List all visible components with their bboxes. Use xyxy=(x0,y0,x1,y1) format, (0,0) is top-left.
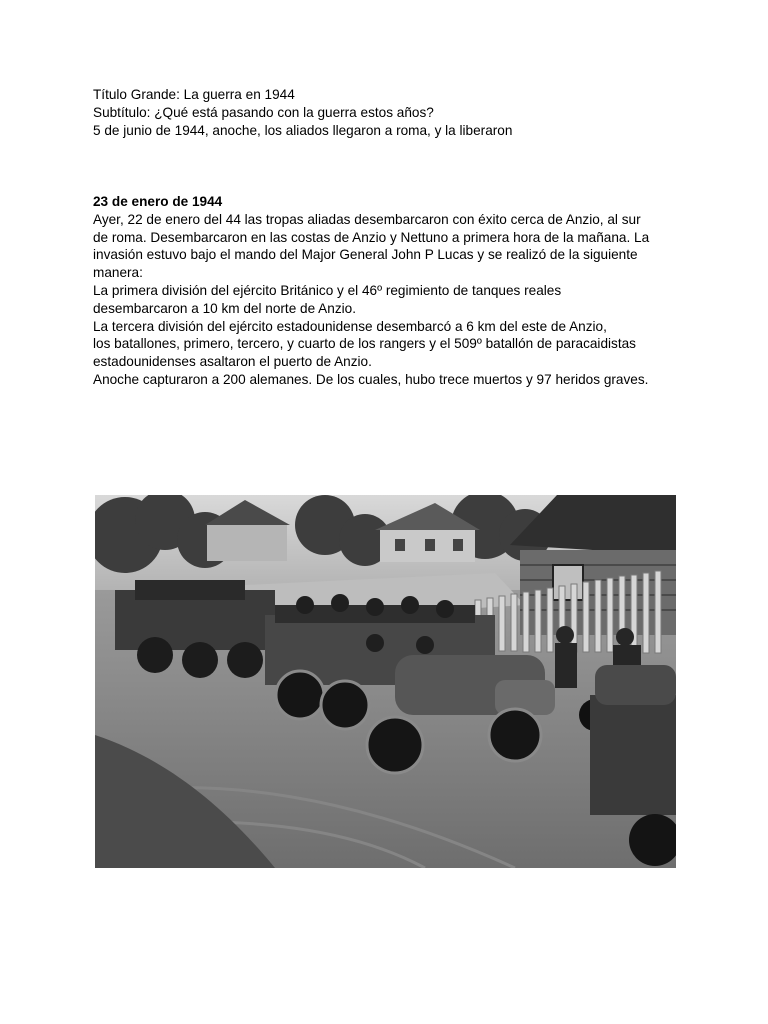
entry-line: Anoche capturaron a 200 alemanes. De los cuales, hubo trece muertos y 97 heridos graves. xyxy=(93,371,649,387)
document-header xyxy=(93,86,693,139)
subtitle-line: Subtítulo: ¿Qué está pasando con la guerra estos años? xyxy=(93,104,434,120)
entry-line: Ayer, 22 de enero del 44 las tropas aliadas desembarcaron con éxito cerca de Anzio, al sur xyxy=(93,211,641,227)
entry-line: los batallones, primero, tercero, y cuarto de los rangers y el 509º batallón de paracaidistas xyxy=(93,336,636,352)
entry-line: estadounidenses asaltaron el puerto de Anzio. xyxy=(93,354,372,370)
entry-date-heading: 23 de enero de 1944 xyxy=(93,194,223,209)
diary-entry xyxy=(93,193,693,389)
news-line: 5 de junio de 1944, anoche, los aliados llegaron a roma, y la liberaron xyxy=(93,122,513,138)
war-photo-illustration xyxy=(95,495,676,868)
entry-line: manera: xyxy=(93,265,143,281)
entry-line: La tercera división del ejército estadounidense desembarcó a 6 km del este de Anzio, xyxy=(93,318,607,334)
entry-line: de roma. Desembarcaron en las costas de Anzio y Nettuno a primera hora de la mañana. La xyxy=(93,229,650,245)
entry-line: invasión estuvo bajo el mando del Major General John P Lucas y se realizó de la siguiente xyxy=(93,247,638,263)
title-line: Título Grande: La guerra en 1944 xyxy=(93,87,295,102)
entry-line: La primera división del ejército Británico y el 46º regimiento de tanques reales xyxy=(93,282,562,298)
entry-line: desembarcaron a 10 km del norte de Anzio. xyxy=(93,300,356,316)
war-photo xyxy=(95,495,676,868)
